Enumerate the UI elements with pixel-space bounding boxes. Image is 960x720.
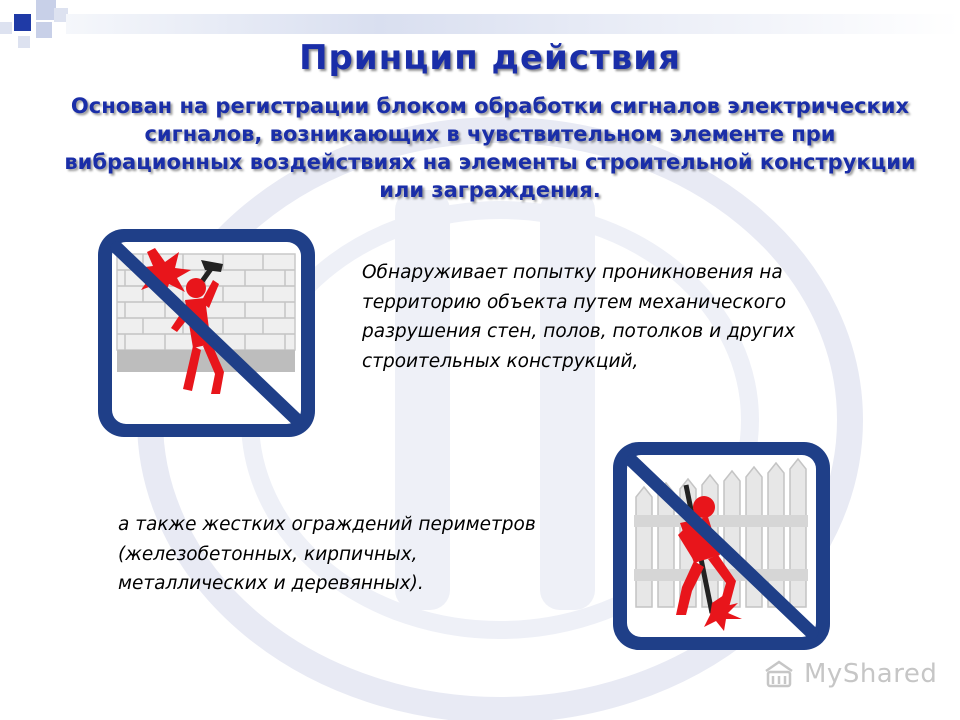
description-walls: Обнаруживает попытку проникновения на территорию объекта путем механического разрушения стен, полов, потолков и других строительных конструкций, (362, 262, 796, 372)
decor-square-6 (0, 22, 12, 34)
decor-square-2 (36, 0, 56, 20)
myshared-watermark (762, 654, 937, 694)
slide-subtitle: Основан на регистрации блоком обработки сигналов электрических сигналов, возникающих в чувствительном элементе при вибрационных воздействиях на элементы строительной конструкции или заграждения. (64, 94, 916, 202)
slide-title: Принцип действия (299, 38, 681, 78)
fence-breaking-prohibited-icon (608, 437, 835, 655)
description-fences: а также жестких ограждений периметров (железобетонных, кирпичных, металлических и деревянных). (118, 514, 536, 594)
watermark-text: MyShared (804, 659, 938, 689)
top-decor-bar (66, 14, 960, 34)
decor-square-1 (14, 14, 31, 31)
myshared-logo-icon (762, 657, 796, 691)
wall-breaking-prohibited-icon (93, 224, 320, 442)
decor-square-3 (36, 22, 52, 38)
